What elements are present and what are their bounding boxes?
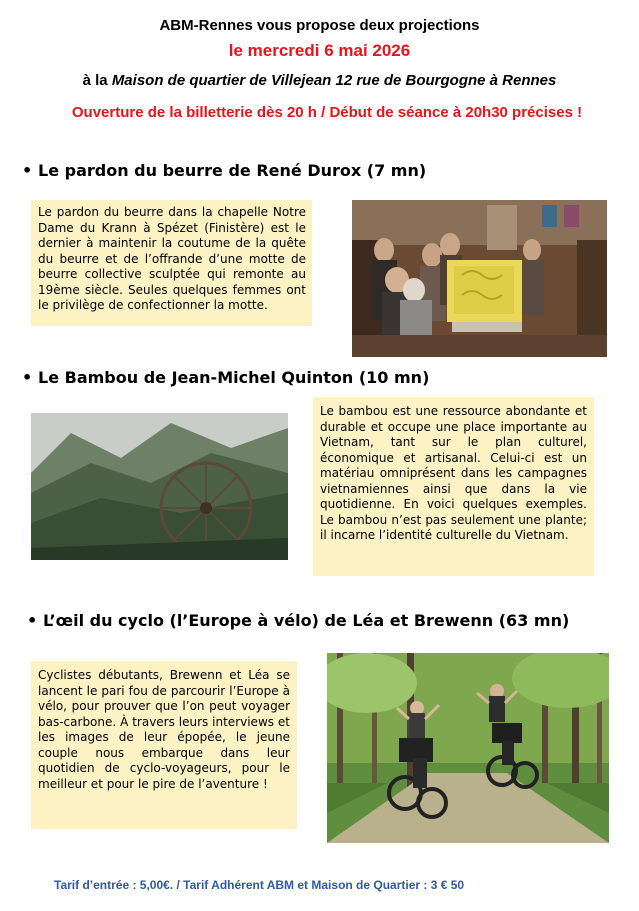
film-title-text: Le pardon du beurre de René Durox (7 mn): [38, 161, 427, 180]
film-description-3: Cyclistes débutants, Brewenn et Léa se lancent le pari fou de parcourir l’Europe à vélo, pour prouver que l’on peut voyager bas-carbone. À travers leurs interviews et les images de leur épopée, le jeune couple nous embarque dans leur quotidien de cyclo-voyageurs, pour le meilleur et pour le pire de l’aventure !: [31, 661, 297, 829]
headline: ABM-Rennes vous propose deux projections: [159, 17, 480, 34]
cyclists-forest-photo: [327, 653, 609, 843]
venue-prefix: à la: [82, 72, 108, 89]
opening-times: Ouverture de la billetterie dès 20 h / Début de séance à 20h30 précises !: [71, 104, 583, 121]
venue-name: Maison de quartier de Villejean 12 rue de Bourgogne à Rennes: [111, 72, 557, 89]
film-title-1: [22, 161, 426, 180]
film-description-1: Le pardon du beurre dans la chapelle Notre Dame du Krann à Spézet (Finistère) est le dernier à maintenir la coutume de la quête du beurre et de l’offrande d’une motte de beurre collective sculptée qui remonte au 19ème siècle. Seules quelques femmes ont le privilège de confectionner la motte.: [31, 200, 312, 326]
bamboo-water-wheel-photo: [31, 413, 288, 560]
bullet-icon: •: [22, 161, 33, 180]
film-title-text: Le Bambou de Jean-Michel Quinton (10 mn): [38, 368, 430, 387]
ticket-prices: Tarif d’entrée : 5,00€. / Tarif Adhérent ABM et Maison de Quartier : 3 € 50: [54, 878, 465, 892]
film-title-3: [27, 611, 569, 630]
film-description-2: Le bambou est une ressource abondante et durable et occupe une place importante au Vietnam, tant sur le plan culturel, économique et artisanal. Celui-ci est un matériau omniprésent dans les campagnes vietnamiennes ainsi que dans la vie quotidienne. En voici quelques exemples. Le bambou n’est pas seulement une plante; il incarne l’identité culturelle du Vietnam.: [313, 397, 594, 576]
chapel-butter-sculpture-photo: [352, 200, 607, 357]
film-title-text: L’œil du cyclo (l’Europe à vélo) de Léa et Brewenn (63 mn): [43, 611, 570, 630]
film-title-2: [22, 368, 429, 387]
bullet-icon: •: [22, 368, 33, 387]
event-date: le mercredi 6 mai 2026: [228, 41, 411, 60]
bullet-icon: •: [27, 611, 38, 630]
venue-line: [0, 72, 639, 89]
